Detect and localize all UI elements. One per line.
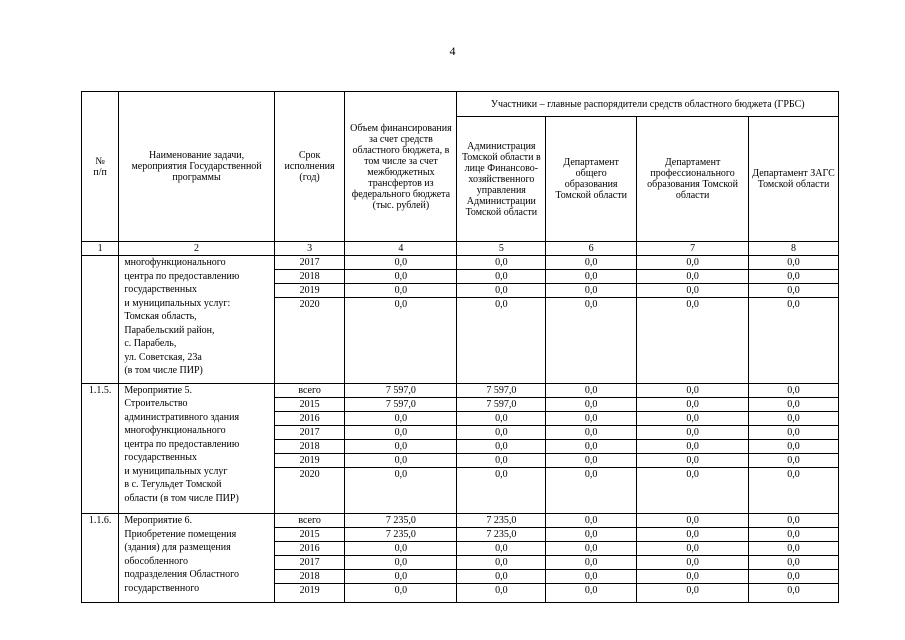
- year-cell: 2018: [274, 439, 345, 453]
- item-name-line: области (в том числе ПИР): [124, 492, 239, 504]
- value-cell: 0,0: [637, 383, 749, 397]
- year-cell: 2016: [274, 411, 345, 425]
- value-cell: 0,0: [546, 514, 637, 528]
- value-cell: 0,0: [546, 397, 637, 411]
- year-cell: 2018: [274, 570, 345, 584]
- year-cell: 2017: [274, 256, 345, 270]
- column-number-row: [82, 242, 839, 256]
- value-cell: 0,0: [546, 270, 637, 284]
- value-cell: 0,0: [546, 425, 637, 439]
- value-cell: 0,0: [457, 570, 546, 584]
- item-name-line: и муниципальных услуг:: [124, 297, 231, 309]
- value-cell: 0,0: [749, 270, 839, 284]
- item-name-line: Мероприятие 6.: [124, 515, 193, 526]
- value-cell: 0,0: [749, 397, 839, 411]
- column-number: 4: [345, 242, 457, 256]
- value-cell: 0,0: [546, 556, 637, 570]
- table-row: [82, 256, 839, 270]
- item-name-line: ул. Советская, 23а: [124, 351, 202, 363]
- value-cell: 0,0: [749, 383, 839, 397]
- value-cell: 0,0: [457, 542, 546, 556]
- item-name-line: Томская область,: [124, 311, 197, 322]
- value-cell: 0,0: [546, 284, 637, 298]
- value-cell: 0,0: [546, 411, 637, 425]
- value-cell: 7 235,0: [345, 528, 457, 542]
- item-name-line: с. Парабель,: [124, 338, 177, 349]
- header-participant-1: Администрация Томской области в лице Финансово-хозяйственного управления Администрации Томской области: [457, 117, 546, 242]
- value-cell: 0,0: [637, 397, 749, 411]
- page-number: 4: [449, 44, 456, 58]
- value-cell: 0,0: [546, 542, 637, 556]
- column-number: 2: [119, 242, 274, 256]
- value-cell: 7 235,0: [457, 514, 546, 528]
- item-name-line: и муниципальных услуг: [124, 465, 228, 477]
- value-cell: 0,0: [637, 453, 749, 467]
- table-row: [82, 383, 839, 397]
- item-name-line: Приобретение помещения: [124, 528, 237, 540]
- value-cell: 0,0: [345, 556, 457, 570]
- column-number: 5: [457, 242, 546, 256]
- item-name-line: центра по предоставлению: [124, 270, 240, 282]
- value-cell: 0,0: [546, 439, 637, 453]
- value-cell: 0,0: [345, 584, 457, 603]
- value-cell: 0,0: [345, 453, 457, 467]
- value-cell: 0,0: [546, 570, 637, 584]
- value-cell: 7 597,0: [345, 383, 457, 397]
- value-cell: 0,0: [749, 570, 839, 584]
- value-cell: 0,0: [749, 584, 839, 603]
- item-name-line: (в том числе ПИР): [124, 365, 203, 376]
- value-cell: 0,0: [345, 256, 457, 270]
- table-header: [82, 92, 839, 256]
- value-cell: 0,0: [749, 425, 839, 439]
- value-cell: 7 597,0: [457, 397, 546, 411]
- value-cell: 0,0: [345, 467, 457, 514]
- year-cell: 2019: [274, 453, 345, 467]
- year-cell: 2017: [274, 425, 345, 439]
- header-participant-2: Департамент общего образования Томской области: [546, 117, 637, 242]
- table-body: [82, 256, 839, 603]
- item-name-line: Строительство: [124, 398, 188, 409]
- item-name-line: государственных: [124, 452, 197, 463]
- value-cell: 7 235,0: [457, 528, 546, 542]
- year-cell: 2017: [274, 556, 345, 570]
- year-cell: 2020: [274, 467, 345, 514]
- year-cell: 2019: [274, 284, 345, 298]
- header-participant-3: Департамент профессионального образования Томской области: [637, 117, 749, 242]
- year-cell: 2015: [274, 528, 345, 542]
- table-row: [82, 514, 839, 528]
- value-cell: 0,0: [546, 453, 637, 467]
- item-name-line: административного здания: [124, 411, 240, 423]
- value-cell: 7 235,0: [345, 514, 457, 528]
- value-cell: 0,0: [637, 411, 749, 425]
- header-term: Срок исполнения (год): [274, 92, 345, 242]
- value-cell: 0,0: [749, 467, 839, 514]
- item-number: 1.1.5.: [82, 383, 119, 514]
- value-cell: 0,0: [345, 284, 457, 298]
- year-cell: 2018: [274, 270, 345, 284]
- value-cell: 0,0: [546, 298, 637, 384]
- header-participant-4: Департамент ЗАГС Томской области: [749, 117, 839, 242]
- value-cell: 0,0: [637, 556, 749, 570]
- column-number: 7: [637, 242, 749, 256]
- value-cell: 0,0: [637, 284, 749, 298]
- value-cell: 0,0: [457, 256, 546, 270]
- value-cell: 0,0: [345, 570, 457, 584]
- value-cell: 0,0: [637, 256, 749, 270]
- year-cell: 2019: [274, 584, 345, 603]
- value-cell: 0,0: [457, 467, 546, 514]
- item-name-line: центра по предоставлению: [124, 438, 240, 450]
- column-number: 8: [749, 242, 839, 256]
- item-name-line: многофункционального: [124, 257, 226, 268]
- value-cell: 7 597,0: [457, 383, 546, 397]
- item-number: 1.1.6.: [82, 514, 119, 603]
- value-cell: 0,0: [749, 528, 839, 542]
- value-cell: 0,0: [457, 439, 546, 453]
- value-cell: 0,0: [749, 439, 839, 453]
- item-name-line: обособленного: [124, 555, 188, 567]
- year-cell: всего: [274, 383, 345, 397]
- value-cell: 0,0: [637, 542, 749, 556]
- item-name-line: Мероприятие 5.: [124, 384, 193, 396]
- value-cell: 0,0: [457, 284, 546, 298]
- value-cell: 0,0: [546, 467, 637, 514]
- value-cell: 0,0: [749, 453, 839, 467]
- value-cell: 0,0: [546, 584, 637, 603]
- value-cell: 0,0: [749, 298, 839, 384]
- header-funding: Объем финансирования за счет средств областного бюджета, в том числе за счет межбюджетных трансфертов из федерального бюджета (тыс. рублей): [345, 92, 457, 242]
- value-cell: 0,0: [345, 270, 457, 284]
- value-cell: 0,0: [637, 584, 749, 603]
- value-cell: 0,0: [457, 298, 546, 384]
- value-cell: 0,0: [345, 425, 457, 439]
- value-cell: 0,0: [637, 467, 749, 514]
- item-name-line: Парабельский район,: [124, 324, 215, 336]
- year-cell: 2016: [274, 542, 345, 556]
- value-cell: 0,0: [546, 528, 637, 542]
- value-cell: 0,0: [637, 270, 749, 284]
- year-cell: всего: [274, 514, 345, 528]
- year-cell: 2020: [274, 298, 345, 384]
- value-cell: 0,0: [637, 298, 749, 384]
- item-name-line: государственных: [124, 284, 197, 295]
- year-cell: 2015: [274, 397, 345, 411]
- item-number: [82, 256, 119, 384]
- value-cell: 0,0: [637, 528, 749, 542]
- column-number: 3: [274, 242, 345, 256]
- value-cell: 0,0: [637, 425, 749, 439]
- value-cell: 0,0: [457, 556, 546, 570]
- value-cell: 0,0: [457, 425, 546, 439]
- value-cell: 0,0: [457, 453, 546, 467]
- item-name-line: (здания) для размещения: [124, 542, 231, 553]
- value-cell: 0,0: [749, 411, 839, 425]
- value-cell: 7 597,0: [345, 397, 457, 411]
- value-cell: 0,0: [457, 584, 546, 603]
- value-cell: 0,0: [546, 256, 637, 270]
- value-cell: 0,0: [345, 411, 457, 425]
- item-name: [119, 383, 274, 514]
- value-cell: 0,0: [345, 298, 457, 384]
- item-name: [119, 514, 274, 603]
- item-name-line: государственного: [124, 582, 200, 594]
- column-number: 1: [82, 242, 119, 256]
- value-cell: 0,0: [345, 439, 457, 453]
- value-cell: 0,0: [457, 411, 546, 425]
- value-cell: 0,0: [749, 556, 839, 570]
- value-cell: 0,0: [345, 542, 457, 556]
- value-cell: 0,0: [749, 514, 839, 528]
- item-name-line: подразделения Областного: [124, 569, 239, 580]
- value-cell: 0,0: [637, 439, 749, 453]
- item-name-line: многофункционального: [124, 425, 226, 436]
- value-cell: 0,0: [749, 284, 839, 298]
- header-name: Наименование задачи, мероприятия Государственной программы: [119, 92, 274, 242]
- value-cell: 0,0: [457, 270, 546, 284]
- item-name: [119, 256, 274, 384]
- column-number: 6: [546, 242, 637, 256]
- header-num: № п/п: [82, 92, 119, 242]
- value-cell: 0,0: [749, 256, 839, 270]
- program-table: [81, 91, 839, 603]
- value-cell: 0,0: [637, 514, 749, 528]
- header-participants: Участники – главные распорядители средств областного бюджета (ГРБС): [457, 92, 839, 117]
- item-name-line: в с. Тегульдет Томской: [124, 479, 222, 490]
- value-cell: 0,0: [749, 542, 839, 556]
- value-cell: 0,0: [546, 383, 637, 397]
- value-cell: 0,0: [637, 570, 749, 584]
